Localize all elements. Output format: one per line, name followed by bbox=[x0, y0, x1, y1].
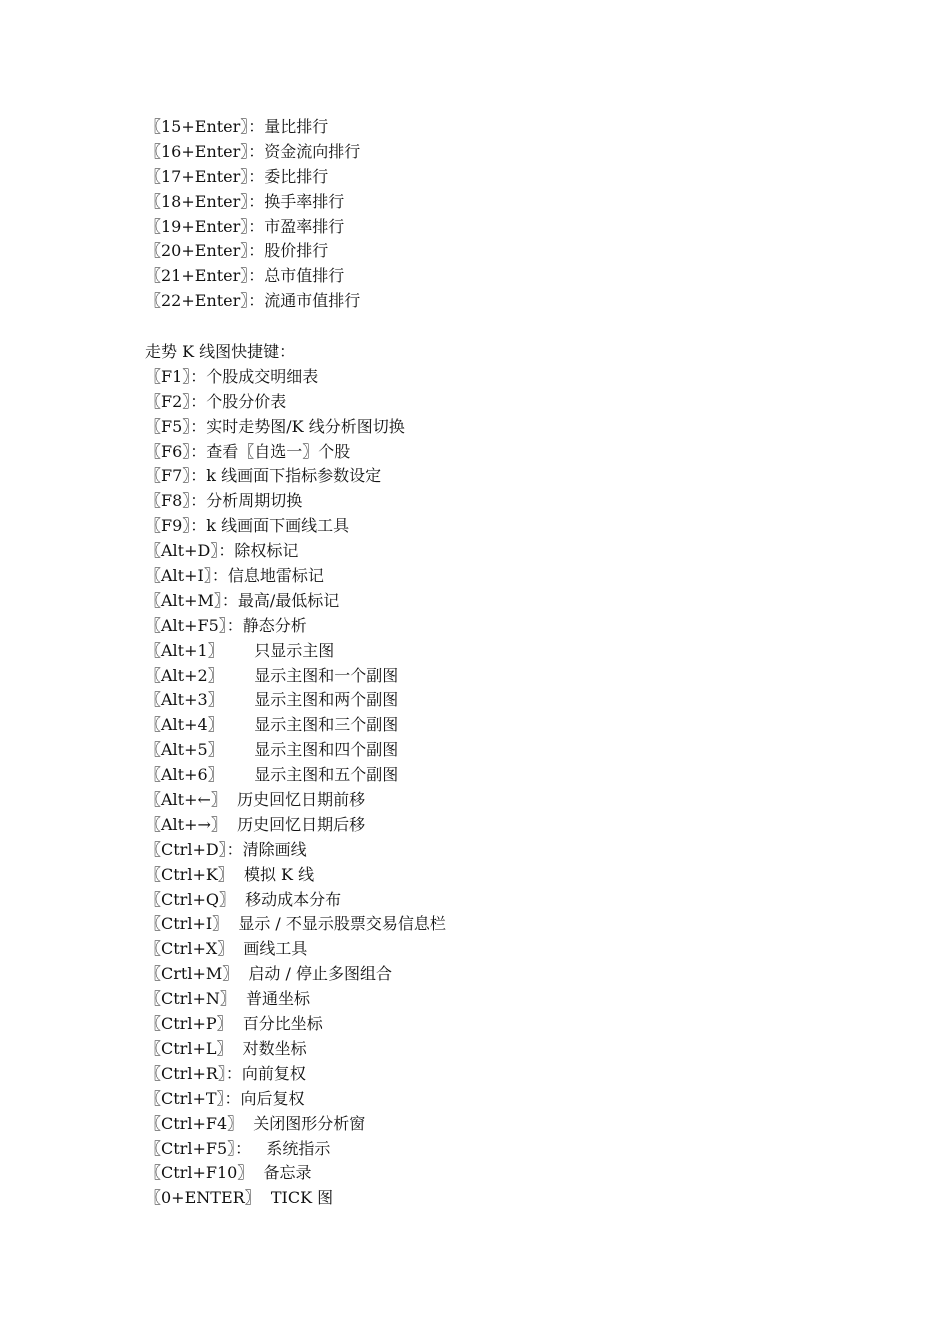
shortcut-line: 〖F2〗：个股分价表 bbox=[145, 391, 287, 411]
shortcut-line: 〖0+ENTER〗 TICK 图 bbox=[145, 1188, 334, 1208]
shortcut-line: 〖21+Enter〗：总市值排行 bbox=[145, 266, 345, 286]
shortcut-line: 〖16+Enter〗：资金流向排行 bbox=[145, 141, 361, 161]
shortcut-line: 〖Alt+→〗 历史回忆日期后移 bbox=[145, 814, 366, 834]
shortcut-line: 〖Ctrl+K〗 模拟 K 线 bbox=[145, 864, 315, 884]
shortcut-line: 〖F1〗：个股成交明细表 bbox=[145, 366, 319, 386]
shortcut-line: 〖Ctrl+D〗：清除画线 bbox=[145, 839, 307, 859]
shortcut-line: 〖Alt+3〗 显示主图和两个副图 bbox=[145, 690, 399, 710]
shortcut-line: 〖F9〗：k 线画面下画线工具 bbox=[145, 516, 350, 536]
shortcut-line: 〖Alt+6〗 显示主图和五个副图 bbox=[145, 765, 399, 785]
shortcut-line: 〖Ctrl+P〗 百分比坐标 bbox=[145, 1014, 323, 1034]
shortcut-line: 〖Ctrl+L〗 对数坐标 bbox=[145, 1038, 307, 1058]
shortcut-line: 〖Ctrl+I〗 显示 / 不显示股票交易信息栏 bbox=[145, 914, 446, 934]
ranking-shortcut-list bbox=[145, 115, 905, 314]
shortcut-line: 〖F5〗：实时走势图/K 线分析图切换 bbox=[145, 416, 405, 436]
shortcut-line: 〖Ctrl+T〗：向后复权 bbox=[145, 1088, 305, 1108]
shortcut-line: 〖22+Enter〗：流通市值排行 bbox=[145, 291, 361, 311]
shortcut-line: 〖Ctrl+X〗 画线工具 bbox=[145, 939, 308, 959]
shortcut-line: 〖Alt+M〗：最高/最低标记 bbox=[145, 590, 340, 610]
shortcut-line: 〖F6〗：查看〖自选一〗个股 bbox=[145, 441, 351, 461]
shortcut-line: 〖Alt+←〗 历史回忆日期前移 bbox=[145, 790, 366, 810]
shortcut-line: 〖Alt+I〗：信息地雷标记 bbox=[145, 566, 324, 586]
shortcut-line: 〖Ctrl+F4〗 关闭图形分析窗 bbox=[145, 1113, 366, 1133]
section-heading: 走势 K 线图快捷键： bbox=[145, 342, 296, 361]
shortcut-line: 〖17+Enter〗：委比排行 bbox=[145, 166, 329, 186]
shortcut-line: 〖Ctrl+F10〗 备忘录 bbox=[145, 1163, 312, 1183]
shortcut-line: 〖F8〗：分析周期切换 bbox=[145, 491, 303, 511]
shortcut-line: 〖Alt+F5〗：静态分析 bbox=[145, 615, 307, 635]
shortcut-line: 〖18+Enter〗：换手率排行 bbox=[145, 191, 345, 211]
shortcut-line: 〖19+Enter〗：市盈率排行 bbox=[145, 216, 345, 236]
shortcut-line: 〖Ctrl+N〗 普通坐标 bbox=[145, 989, 311, 1009]
shortcut-line: 〖Alt+D〗：除权标记 bbox=[145, 541, 299, 561]
shortcut-line: 〖15+Enter〗：量比排行 bbox=[145, 117, 329, 136]
shortcut-line: 〖Ctrl+R〗：向前复权 bbox=[145, 1063, 306, 1083]
shortcut-line: 〖Ctrl+F5〗： 系统指示 bbox=[145, 1138, 331, 1158]
shortcut-line: 〖Alt+5〗 显示主图和四个副图 bbox=[145, 740, 399, 760]
shortcut-line: 〖F7〗：k 线画面下指标参数设定 bbox=[145, 466, 382, 486]
shortcut-line: 〖Crtl+M〗 启动 / 停止多图组合 bbox=[145, 964, 392, 984]
shortcut-line: 〖20+Enter〗：股价排行 bbox=[145, 241, 329, 261]
shortcut-line: 〖Alt+1〗 只显示主图 bbox=[145, 640, 335, 660]
shortcut-line: 〖Alt+4〗 显示主图和三个副图 bbox=[145, 715, 399, 735]
shortcut-line: 〖Ctrl+Q〗 移动成本分布 bbox=[145, 889, 342, 909]
shortcut-line: 〖Alt+2〗 显示主图和一个副图 bbox=[145, 665, 399, 685]
kline-shortcut-section bbox=[145, 340, 905, 1211]
